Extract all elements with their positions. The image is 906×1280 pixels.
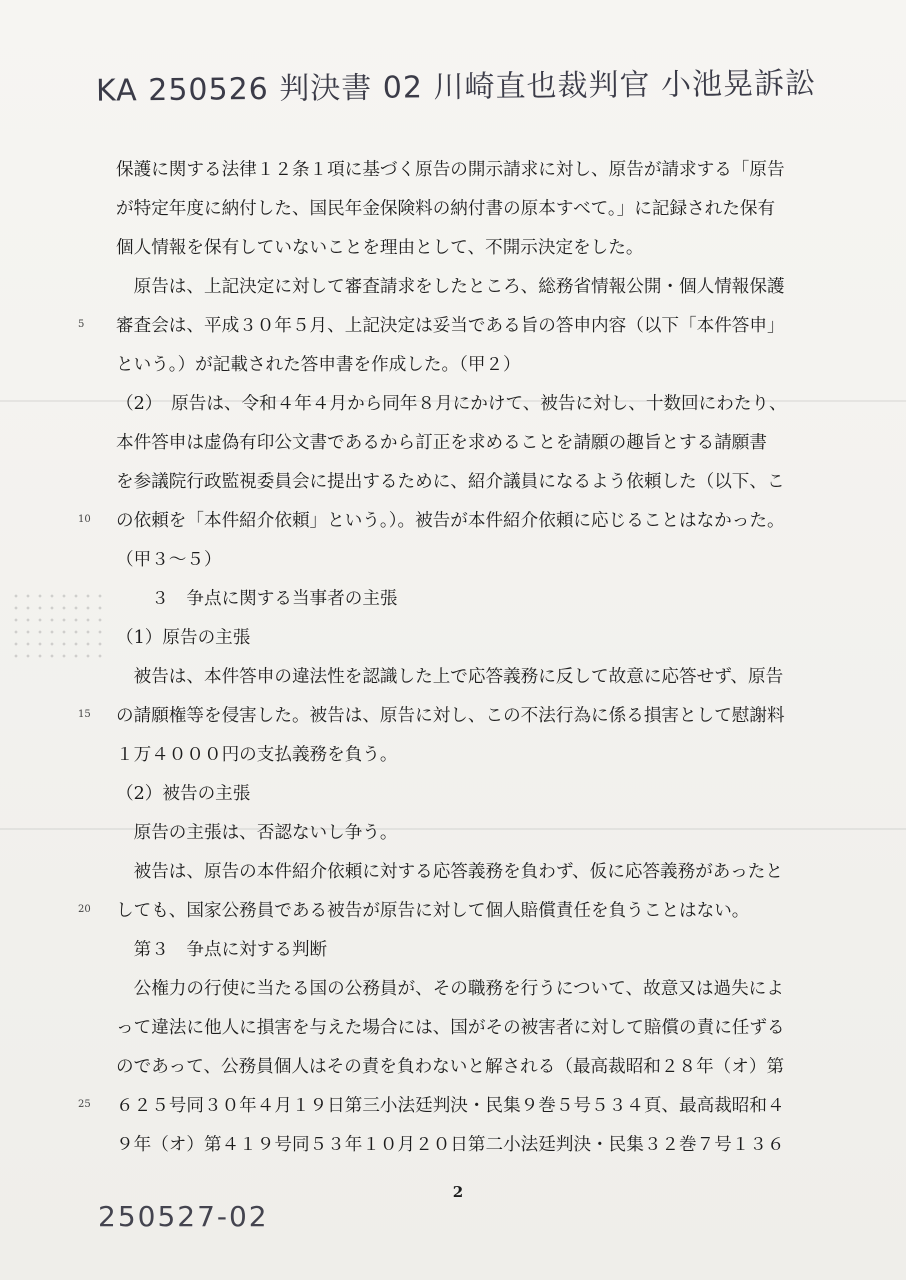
text-line: の請願権等を侵害した。被告は、原告に対し、この不法行為に係る損害として慰謝料 bbox=[116, 706, 785, 726]
page-number: 2 bbox=[452, 1183, 464, 1201]
handwritten-footer: 250527-02 bbox=[98, 1200, 269, 1233]
text-line: が特定年度に納付した、国民年金保険料の納付書の原本すべて。」に記録された保有 bbox=[116, 199, 776, 219]
text-line: 原告は、上記決定に対して審査請求をしたところ、総務省情報公開・個人情報保護 bbox=[116, 277, 785, 297]
line-number: 25 bbox=[78, 1099, 91, 1110]
line-number: 20 bbox=[78, 904, 91, 915]
text-line: のであって、公務員個人はその責を負わないと解される（最高裁昭和２８年（オ）第 bbox=[116, 1057, 785, 1077]
text-line: 審査会は、平成３０年５月、上記決定は妥当である旨の答申内容（以下「本件答申」 bbox=[116, 316, 785, 336]
text-line: 被告は、原告の本件紹介依頼に対する応答義務を負わず、仮に応答義務があったと bbox=[116, 862, 783, 882]
text-line: （2） 原告は、令和４年４月から同年８月にかけて、被告に対し、十数回にわたり、 bbox=[116, 394, 787, 414]
section-heading: ３ 争点に関する当事者の主張 bbox=[116, 589, 398, 609]
text-line: 本件答申は虚偽有印公文書であるから訂正を求めることを請願の趣旨とする請願書 bbox=[116, 433, 767, 453]
scan-speckle bbox=[10, 590, 110, 660]
section-heading: 第３ 争点に対する判断 bbox=[116, 940, 328, 960]
text-line: の依頼を「本件紹介依頼」という。）。被告が本件紹介依頼に応じることはなかった。 bbox=[116, 511, 785, 531]
text-line: 個人情報を保有していないことを理由として、不開示決定をした。 bbox=[116, 238, 644, 258]
text-line: １万４０００円の支払義務を負う。 bbox=[116, 745, 398, 765]
text-line: 公権力の行使に当たる国の公務員が、その職務を行うについて、故意又は過失によ bbox=[116, 979, 784, 999]
handwritten-header: KA 250526 判決書 02 川崎直也裁判官 小池晃訴訟 bbox=[95, 66, 817, 109]
text-line: しても、国家公務員である被告が原告に対して個人賠償責任を負うことはない。 bbox=[116, 901, 750, 921]
line-number: 10 bbox=[78, 514, 91, 525]
text-line: という。）が記載された答申書を作成した。（甲２） bbox=[116, 355, 521, 375]
text-line: （甲３～５） bbox=[116, 550, 222, 570]
text-line: 被告は、本件答申の違法性を認識した上で応答義務に反して故意に応答せず、原告 bbox=[116, 667, 784, 687]
text-line: ９年（オ）第４１９号同５３年１０月２０日第二小法廷判決・民集３２巻７号１３６ bbox=[116, 1135, 785, 1155]
text-line: って違法に他人に損害を与えた場合には、国がその被害者に対して賠償の責に任ずる bbox=[116, 1018, 785, 1038]
text-line: を参議院行政監視委員会に提出するために、紹介議員になるよう依頼した（以下、こ bbox=[116, 472, 785, 492]
text-line: 原告の主張は、否認ないし争う。 bbox=[116, 823, 398, 843]
line-number: 5 bbox=[78, 319, 85, 330]
subsection-heading: （1）原告の主張 bbox=[116, 628, 251, 648]
line-number: 15 bbox=[78, 709, 91, 720]
text-line: 保護に関する法律１２条１項に基づく原告の開示請求に対し、原告が請求する「原告 bbox=[116, 160, 785, 180]
text-line: ６２５号同３０年４月１９日第三小法廷判決・民集９巻５号５３４頁、最高裁昭和４ bbox=[116, 1096, 785, 1116]
subsection-heading: （2）被告の主張 bbox=[116, 784, 251, 804]
